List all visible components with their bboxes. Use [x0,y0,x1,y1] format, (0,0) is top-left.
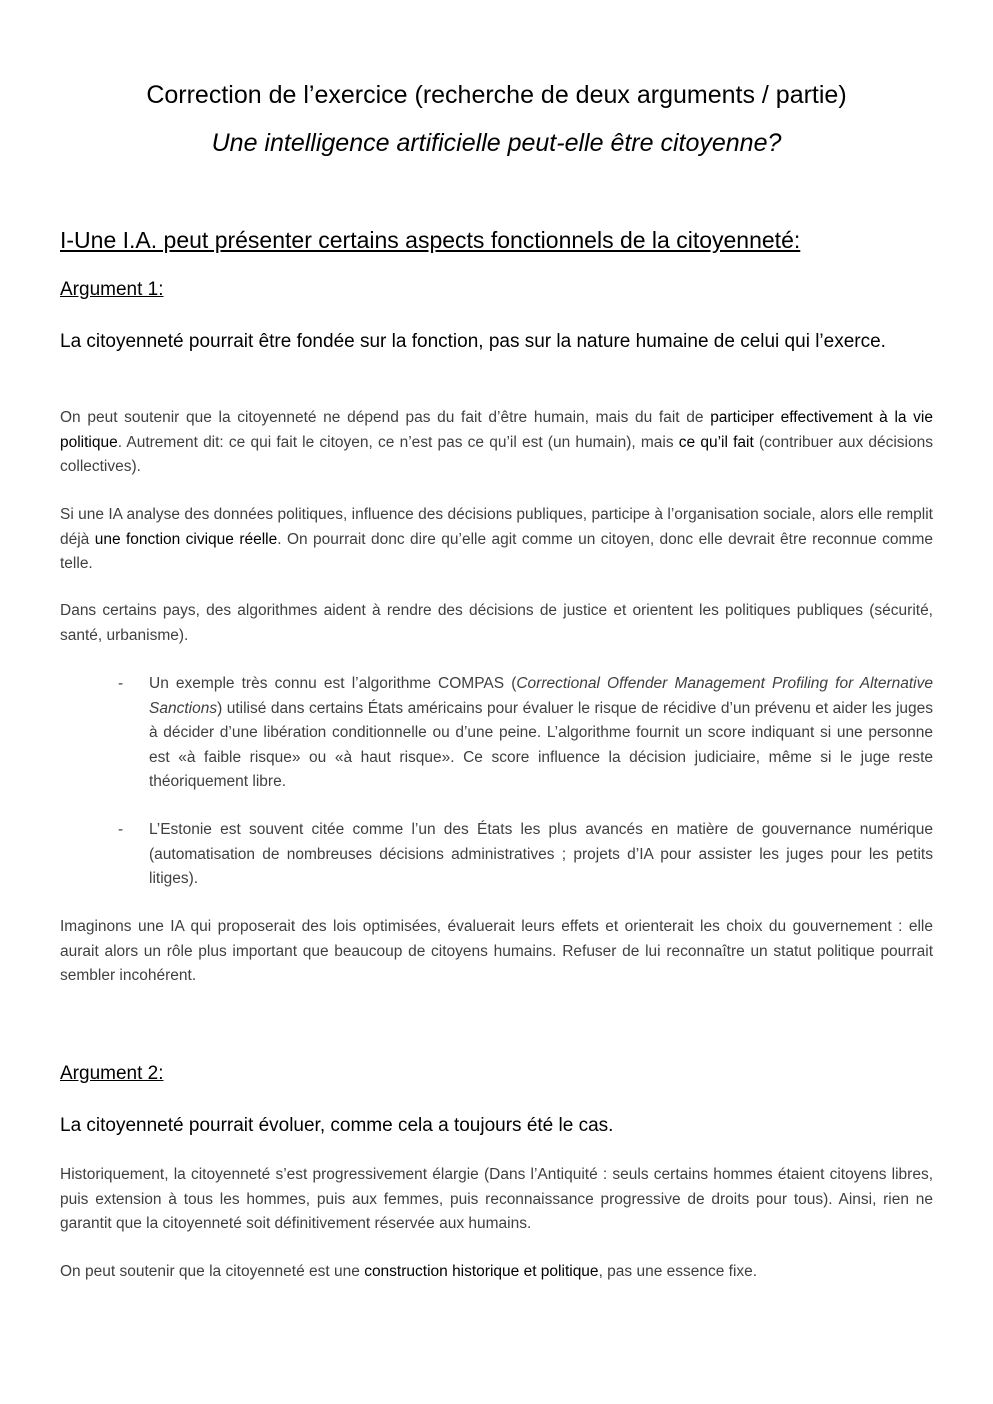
argument-1-paragraph-4: Imaginons une IA qui proposerait des lois optimisées, évaluerait leurs effets et orienterait les choix du gouvernement : elle aurait alors un rôle plus important que beaucoup de citoyens humains. Refuser de lui reconnaître un statut politique pourrait sembler incohérent. [60,918,933,984]
document-subtitle: Une intelligence artificielle peut-elle être citoyenne? [211,129,782,157]
emphasis: une fonction civique réelle [94,530,278,548]
text-run: . Autrement dit: ce qui fait le citoyen, ce n’est pas ce qu’il est (un humain), mais [117,433,679,451]
text-run: On peut soutenir que la citoyenneté ne dépend pas du fait d’être humain, mais du fait de [60,409,711,426]
bullet-dash: - [118,675,124,692]
text-run: , pas une essence fixe. [598,1263,758,1280]
italic-text: Correctional Offender Management Profiling for Alternative Sanctions [149,675,933,717]
document-title: Correction de l’exercice (recherche de deux arguments / partie) [146,81,847,109]
argument-2-paragraph-1: Historiquement, la citoyenneté s’est progressivement élargie (Dans l’Antiquité : seuls certains hommes étaient citoyens libres, puis extension à tous les hommes, puis aux femmes, puis reconnaissance progressive de droits pour tous). Ainsi, rien ne garantit que la citoyenneté soit définitivement réservée aux humains. [60,1166,933,1232]
text-run: ) utilisé dans certains États américains pour évaluer le risque de récidive d’un prévenu et aider les juges à décider d’une libération conditionnelle ou d’une peine. L’algorithme fournit un score indiquant si une personne est «à faible risque» ou «à haut risque». Ce score influence la décision judiciaire, même si le juge reste théoriquement libre. [149,699,933,790]
section-heading: I-Une I.A. peut présenter certains aspects fonctionnels de la citoyenneté: [60,227,801,253]
text-run: (contribuer aux décisions collectives). [60,433,933,475]
emphasis: construction historique et politique [364,1263,599,1280]
list-item-text: L’Estonie est souvent citée comme l’un des États les plus avancés en matière de gouvernance numérique (automatisation de nombreuses décisions administratives ; projets d’IA pour assister les juges pour les petits litiges). [149,821,933,887]
list-item-estonia [118,818,933,892]
argument-2-label: Argument 2: [60,1063,164,1084]
text-run: . On pourrait donc dire qu’elle agit comme un citoyen, donc elle devrait être reconnue comme telle. [60,530,933,572]
text-run: On peut soutenir que la citoyenneté est une [60,1263,365,1280]
argument-1-paragraph-3: Dans certains pays, des algorithmes aident à rendre des décisions de justice et orientent les politiques publiques (sécurité, santé, urbanisme). [60,602,933,644]
emphasis: participer effectivement à la vie politique [60,409,933,451]
bullet-dash: - [118,821,124,838]
text-run: Un exemple très connu est l’algorithme COMPAS ( [149,675,517,692]
argument-1-thesis: La citoyenneté pourrait être fondée sur la fonction, pas sur la nature humaine de celui qui l’exerce. [60,331,886,352]
argument-1-paragraph-2 [60,503,933,577]
list-item-text [149,672,933,795]
argument-2-paragraph-2 [60,1260,933,1285]
list-item-compas [118,672,933,795]
argument-2-thesis: La citoyenneté pourrait évoluer, comme cela a toujours été le cas. [60,1115,614,1136]
argument-1-label: Argument 1: [60,279,164,300]
text-run: Si une IA analyse des données politiques, influence des décisions publiques, participe à l’organisation sociale, alors elle remplit déjà [60,506,933,548]
argument-1-paragraph-1 [60,406,933,480]
emphasis: ce qu’il fait [678,433,754,451]
